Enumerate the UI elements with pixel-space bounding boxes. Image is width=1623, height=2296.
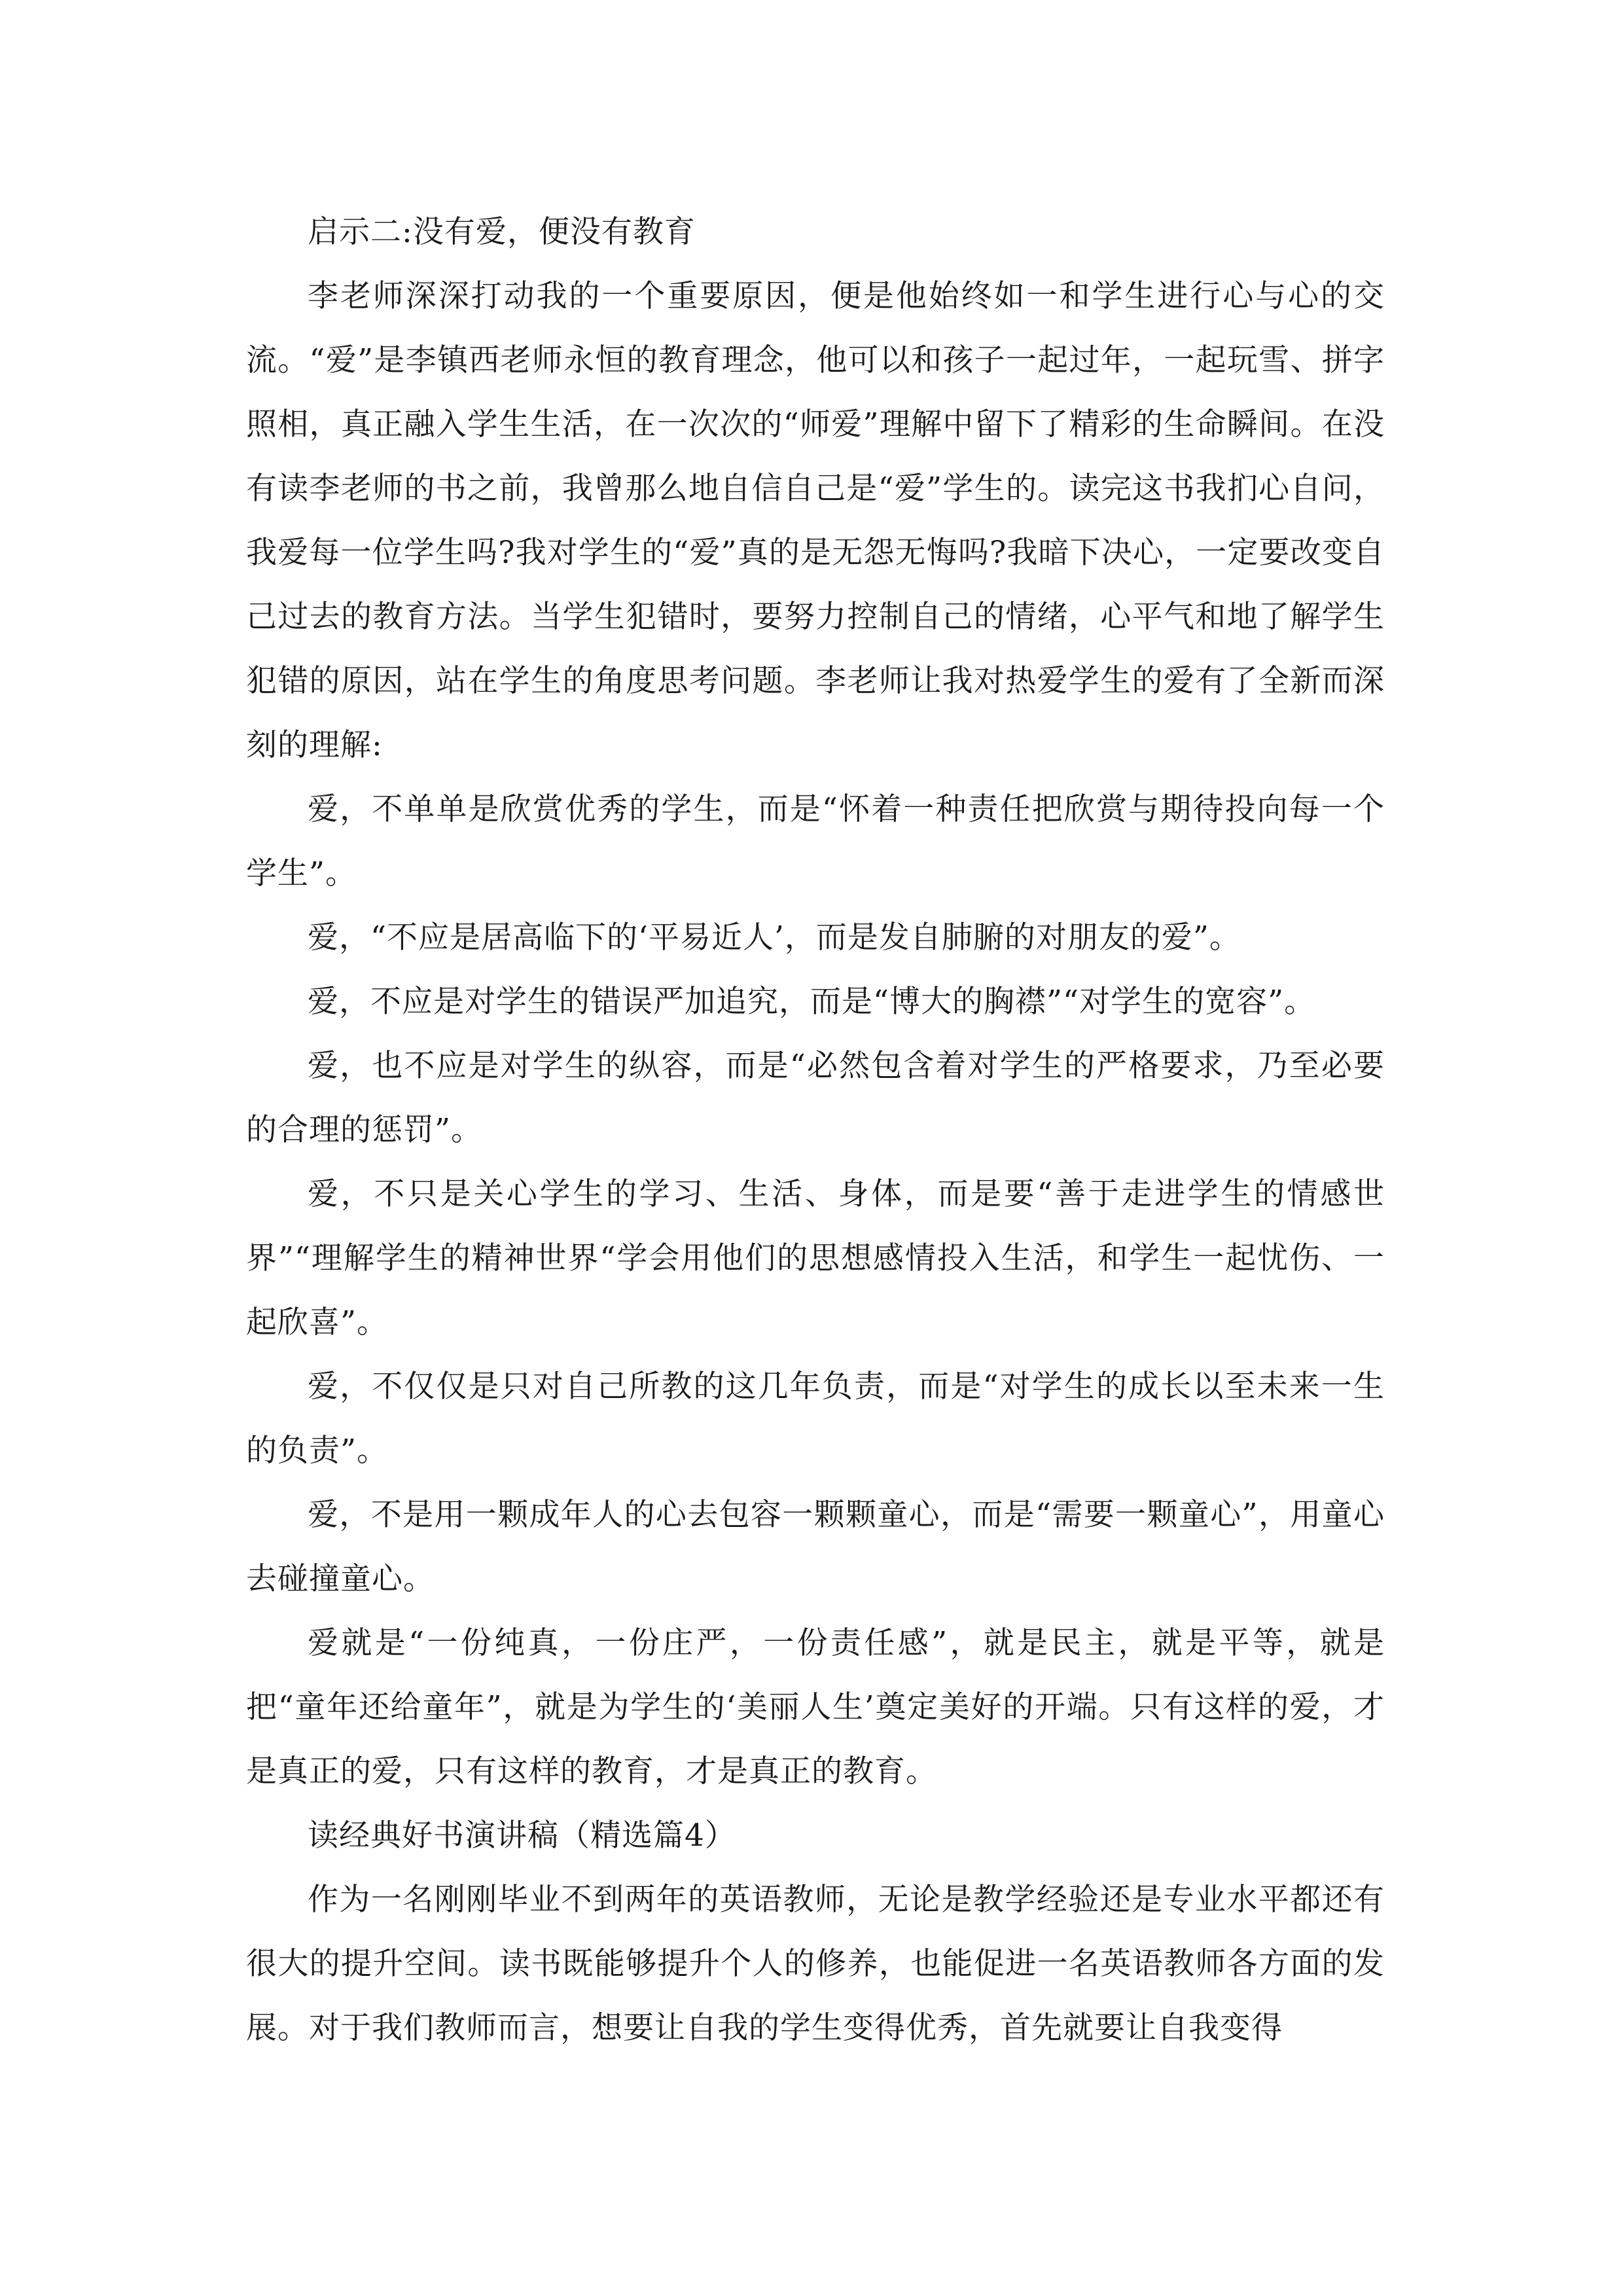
paragraph: 爱就是“一份纯真，一份庄严，一份责任感”，就是民主，就是平等，就是把“童年还给童年”，就是为学生的‘美丽人生’奠定美好的开端。只有这样的爱，才是真正的爱，只有这样的教育，才是真正的教育。 [246, 1625, 1385, 1789]
paragraph: 爱，不只是关心学生的学习、生活、身体，而是要“善于走进学生的情感世界”“理解学生的精神世界“学会用他们的思想感情投入生活，和学生一起忧伤、一起欣喜”。 [246, 1176, 1385, 1340]
paragraph: 爱，不应是对学生的错误严加追究，而是“博大的胸襟”“对学生的宽容”。 [308, 984, 1316, 1020]
paragraph: 爱，不是用一颗成年人的心去包容一颗颗童心，而是“需要一颗童心”，用童心去碰撞童心。 [246, 1497, 1385, 1597]
section-heading-speech-4: 读经典好书演讲稿（精选篇4） [308, 1818, 736, 1854]
paragraph: 爱，不仅仅是只对自己所教的这几年负责，而是“对学生的成长以至未来一生的负责”。 [246, 1369, 1385, 1469]
paragraph: 作为一名刚刚毕业不到两年的英语教师，无论是教学经验还是专业水平都还有很大的提升空间。读书既能够提升个人的修养，也能促进一名英语教师各方面的发展。对于我们教师而言，想要让自我的学生变得优秀，首先就要让自我变得 [246, 1882, 1385, 2046]
paragraph: 爱，也不应是对学生的纵容，而是“必然包含着对学生的严格要求，乃至必要的合理的惩罚”。 [246, 1048, 1385, 1148]
document-body [246, 200, 1385, 2060]
paragraph: 爱，“不应是居高临下的‘平易近人’，而是发自肺腑的对朋友的爱”。 [308, 920, 1241, 956]
section-heading-revelation-two: 启示二:没有爱，便没有教育 [308, 214, 696, 250]
paragraph: 爱，不单单是欣赏优秀的学生，而是“怀着一种责任把欣赏与期待投向每一个学生”。 [246, 791, 1385, 891]
paragraph: 李老师深深打动我的一个重要原因，便是他始终如一和学生进行心与心的交流。“爱”是李镇西老师永恒的教育理念，他可以和孩子一起过年，一起玩雪、拼字照相，真正融入学生生活，在一次次的“师爱”理解中留下了精彩的生命瞬间。在没有读李老师的书之前，我曾那么地自信自己是“爱”学生的。读完这书我扪心自问，我爱每一位学生吗?我对学生的“爱”真的是无怨无悔吗?我暗下决心，一定要改变自己过去的教育方法。当学生犯错时，要努力控制自己的情绪，心平气和地了解学生犯错的原因，站在学生的角度思考问题。李老师让我对热爱学生的爱有了全新而深刻的理解: [246, 278, 1385, 763]
